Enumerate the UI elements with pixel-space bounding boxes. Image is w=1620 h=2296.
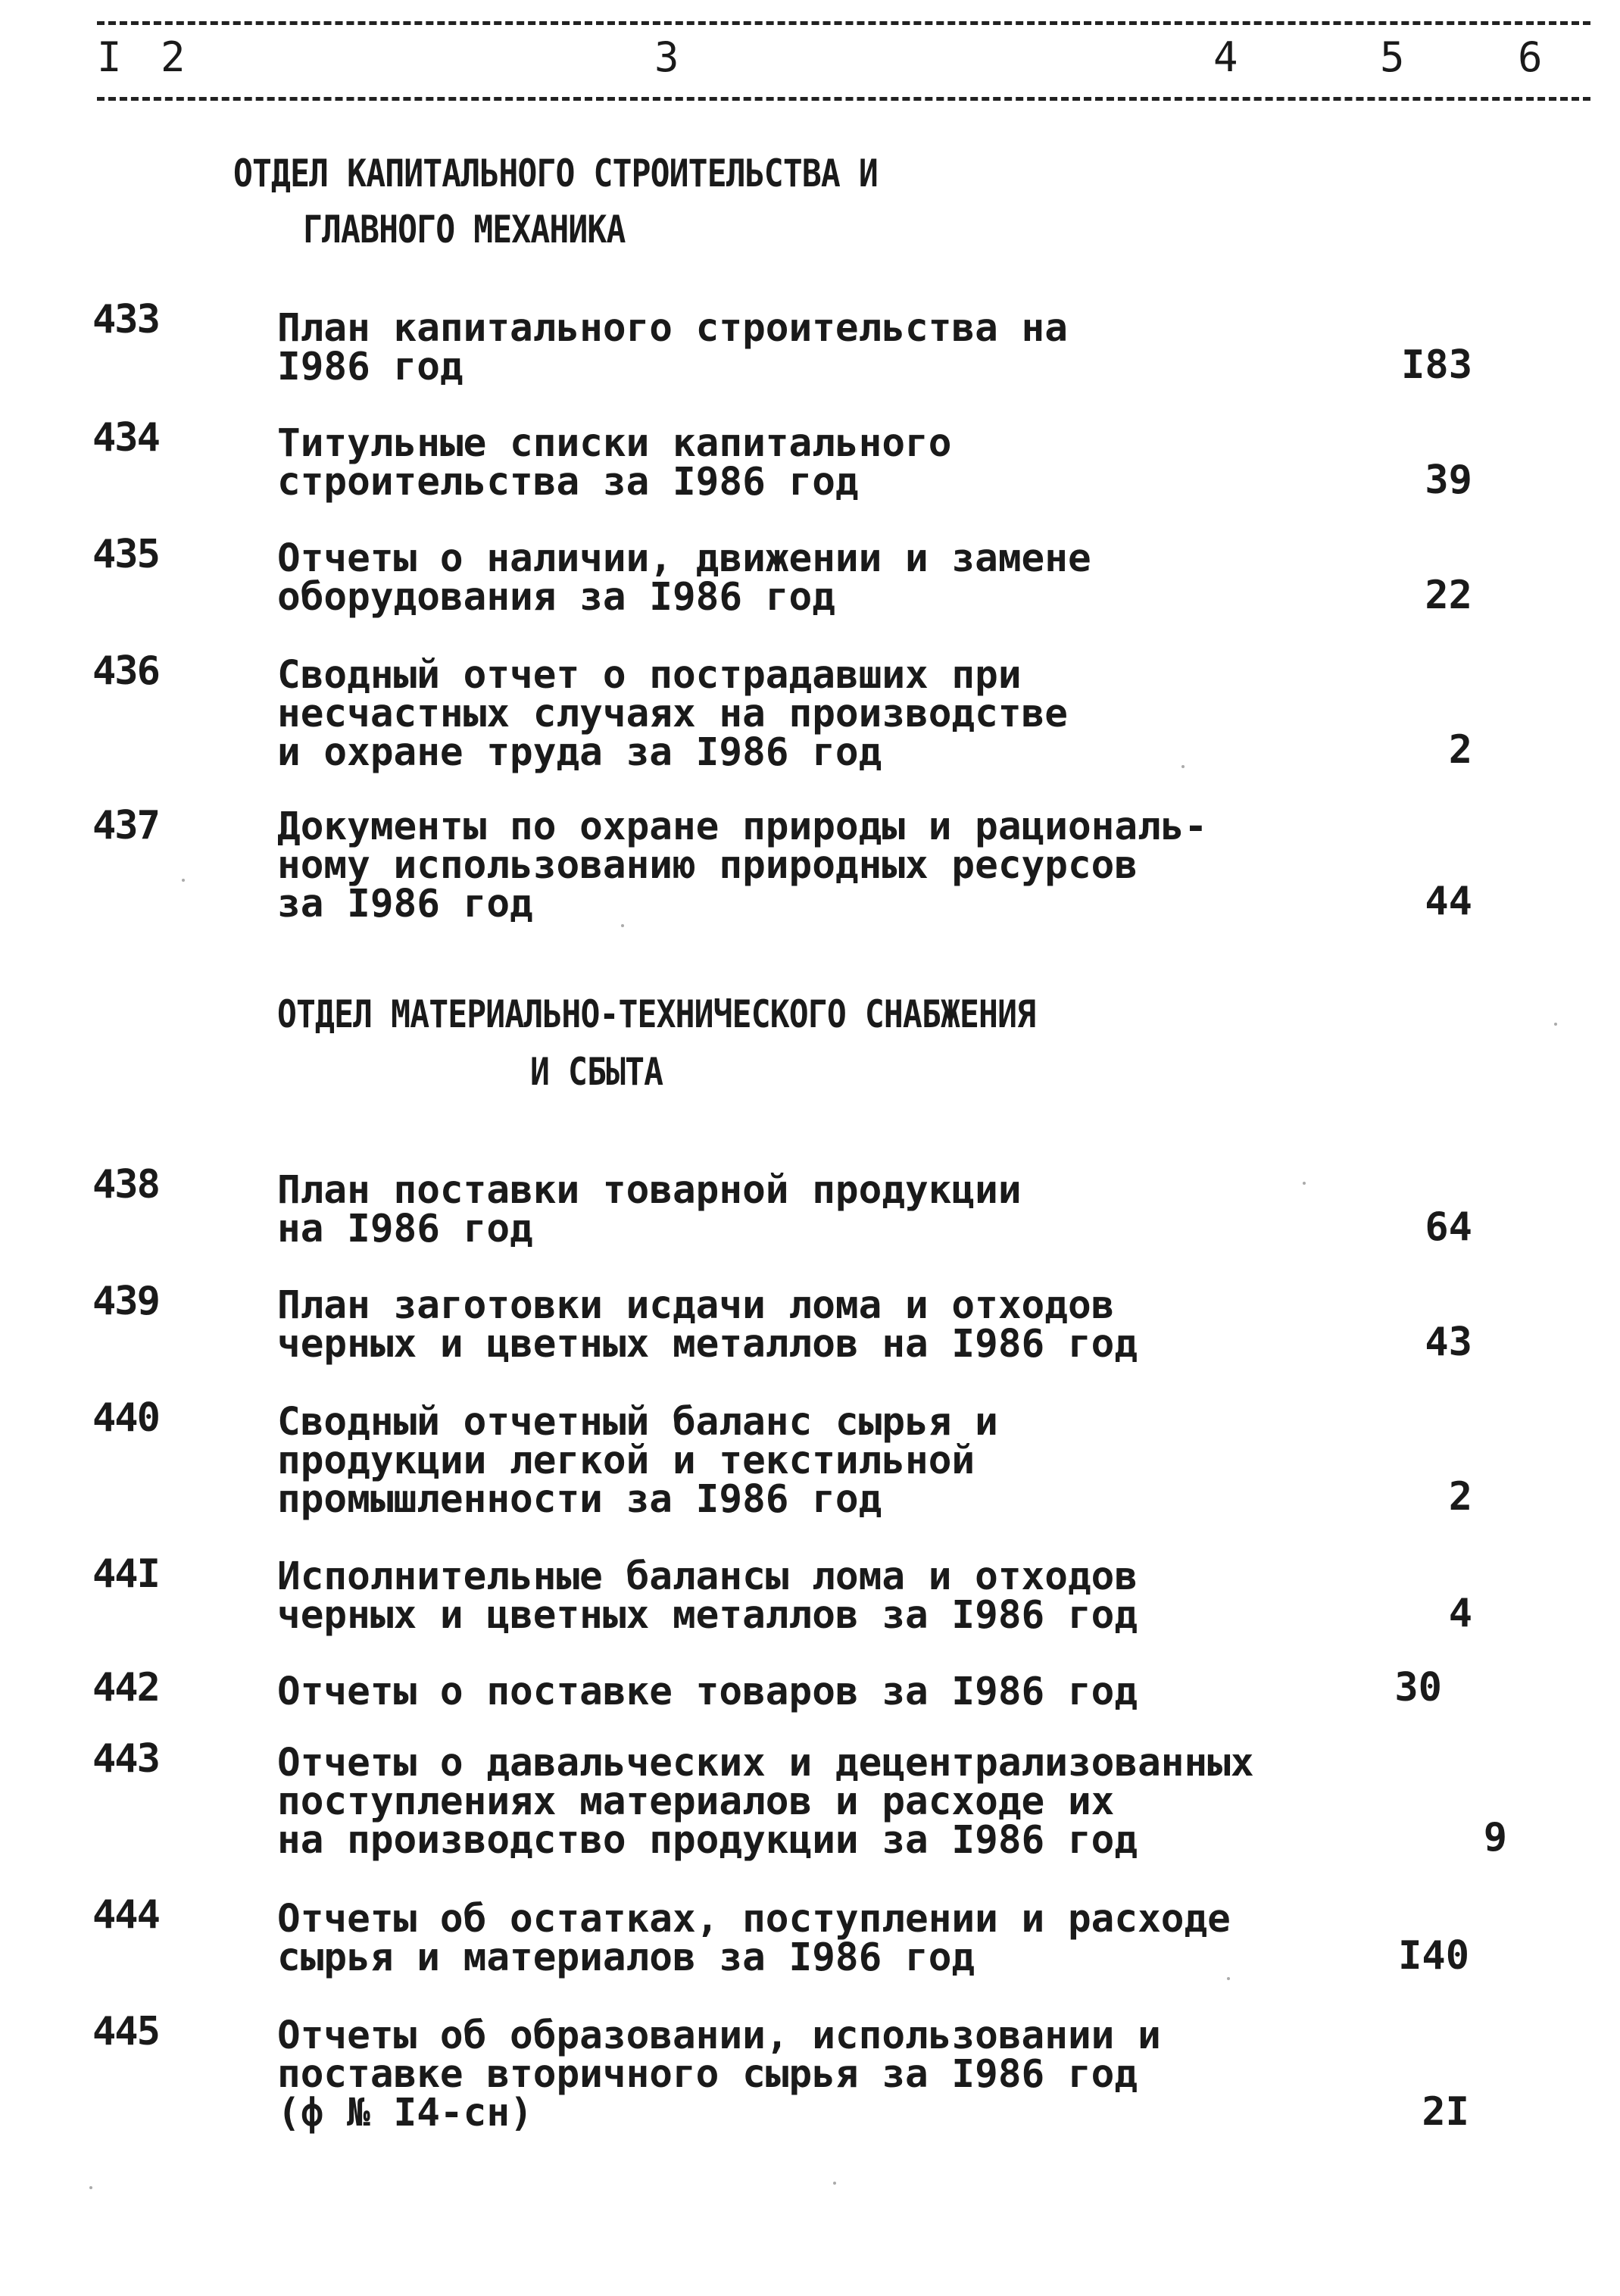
section-title-line: И СБЫТА bbox=[530, 1050, 663, 1094]
scan-speck bbox=[1303, 1182, 1306, 1185]
row-count: 2 bbox=[1448, 1474, 1472, 1520]
row-title: Отчеты об образовании, использовании и поставке вторичного сырья за I986 год (ф № I4-сн) bbox=[277, 2013, 1161, 2135]
row-title: Титульные списки капитального строительства за I986 год bbox=[277, 421, 952, 504]
row-number: 433 bbox=[92, 297, 159, 342]
row-count: 30 bbox=[1394, 1665, 1442, 1710]
scan-speck bbox=[621, 924, 624, 927]
row-count: I40 bbox=[1398, 1933, 1469, 1979]
row-number: 442 bbox=[92, 1665, 159, 1710]
row-number: 440 bbox=[92, 1395, 159, 1441]
row-title: Отчеты о поставке товаров за I986 год bbox=[277, 1670, 1138, 1714]
row-count: 64 bbox=[1425, 1204, 1472, 1250]
column-header-1: I bbox=[97, 33, 122, 81]
section-title-line: ОТДЕЛ МАТЕРИАЛЬНО-ТЕХНИЧЕСКОГО СНАБЖЕНИЯ bbox=[277, 992, 1036, 1036]
scan-speck bbox=[833, 2182, 836, 2185]
row-count: 2 bbox=[1448, 727, 1472, 773]
row-title: Исполнительные балансы лома и отходов черных и цветных металлов за I986 год bbox=[277, 1554, 1138, 1638]
column-header-5: 5 bbox=[1380, 33, 1405, 81]
row-number: 435 bbox=[92, 532, 159, 577]
column-header-2: 2 bbox=[161, 33, 186, 81]
scan-speck bbox=[1181, 765, 1185, 768]
scan-speck bbox=[182, 879, 185, 882]
row-number: 443 bbox=[92, 1736, 159, 1782]
header-rule-top bbox=[97, 21, 1590, 25]
row-count: 43 bbox=[1425, 1320, 1472, 1365]
section-title-line: ОТДЕЛ КАПИТАЛЬНОГО СТРОИТЕЛЬСТВА И bbox=[233, 152, 878, 195]
row-title: Сводный отчетный баланс сырья и продукции легкой и текстильной промышленности за I986 год bbox=[277, 1400, 998, 1522]
column-header-6: 6 bbox=[1518, 33, 1543, 81]
row-title: План заготовки исдачи лома и отходов черных и цветных металлов на I986 год bbox=[277, 1283, 1138, 1367]
row-count: I83 bbox=[1401, 342, 1472, 388]
row-number: 434 bbox=[92, 415, 159, 461]
section-title-line: ГЛАВНОГО МЕХАНИКА bbox=[303, 208, 626, 251]
row-count: 22 bbox=[1425, 573, 1472, 618]
row-number: 438 bbox=[92, 1162, 159, 1207]
row-count: 9 bbox=[1483, 1815, 1507, 1860]
row-number: 439 bbox=[92, 1279, 159, 1324]
row-title: План капитального строительства на I986 год bbox=[277, 306, 1068, 389]
row-count: 2I bbox=[1422, 2089, 1469, 2135]
row-number: 436 bbox=[92, 648, 159, 694]
row-count: 39 bbox=[1425, 458, 1472, 503]
row-count: 4 bbox=[1448, 1591, 1472, 1636]
row-number: 444 bbox=[92, 1892, 159, 1938]
column-header-4: 4 bbox=[1213, 33, 1238, 81]
row-title: Отчеты о наличии, движении и замене оборудования за I986 год bbox=[277, 536, 1091, 620]
row-title: Сводный отчет о пострадавших при несчастных случаях на производстве и охране труда за I986 год bbox=[277, 653, 1068, 775]
scan-speck bbox=[89, 2186, 92, 2189]
header-rule-bottom bbox=[97, 97, 1590, 101]
column-header-3: 3 bbox=[654, 33, 679, 81]
scan-speck bbox=[1554, 1023, 1557, 1026]
row-number: 437 bbox=[92, 803, 159, 848]
row-title: Отчеты об остатках, поступлении и расходе сырья и материалов за I986 год bbox=[277, 1897, 1231, 1980]
row-number: 445 bbox=[92, 2009, 159, 2054]
scan-speck bbox=[1227, 1977, 1230, 1980]
row-title: Отчеты о давальческих и децентрализованных поступлениях материалов и расходе их на производство продукции за I986 год bbox=[277, 1741, 1254, 1863]
row-number: 44I bbox=[92, 1551, 159, 1597]
row-title: План поставки товарной продукции на I986 год bbox=[277, 1168, 1022, 1251]
row-title: Документы по охране природы и рациональ- ному использованию природных ресурсов за I986 год bbox=[277, 804, 1208, 926]
row-count: 44 bbox=[1425, 879, 1472, 924]
